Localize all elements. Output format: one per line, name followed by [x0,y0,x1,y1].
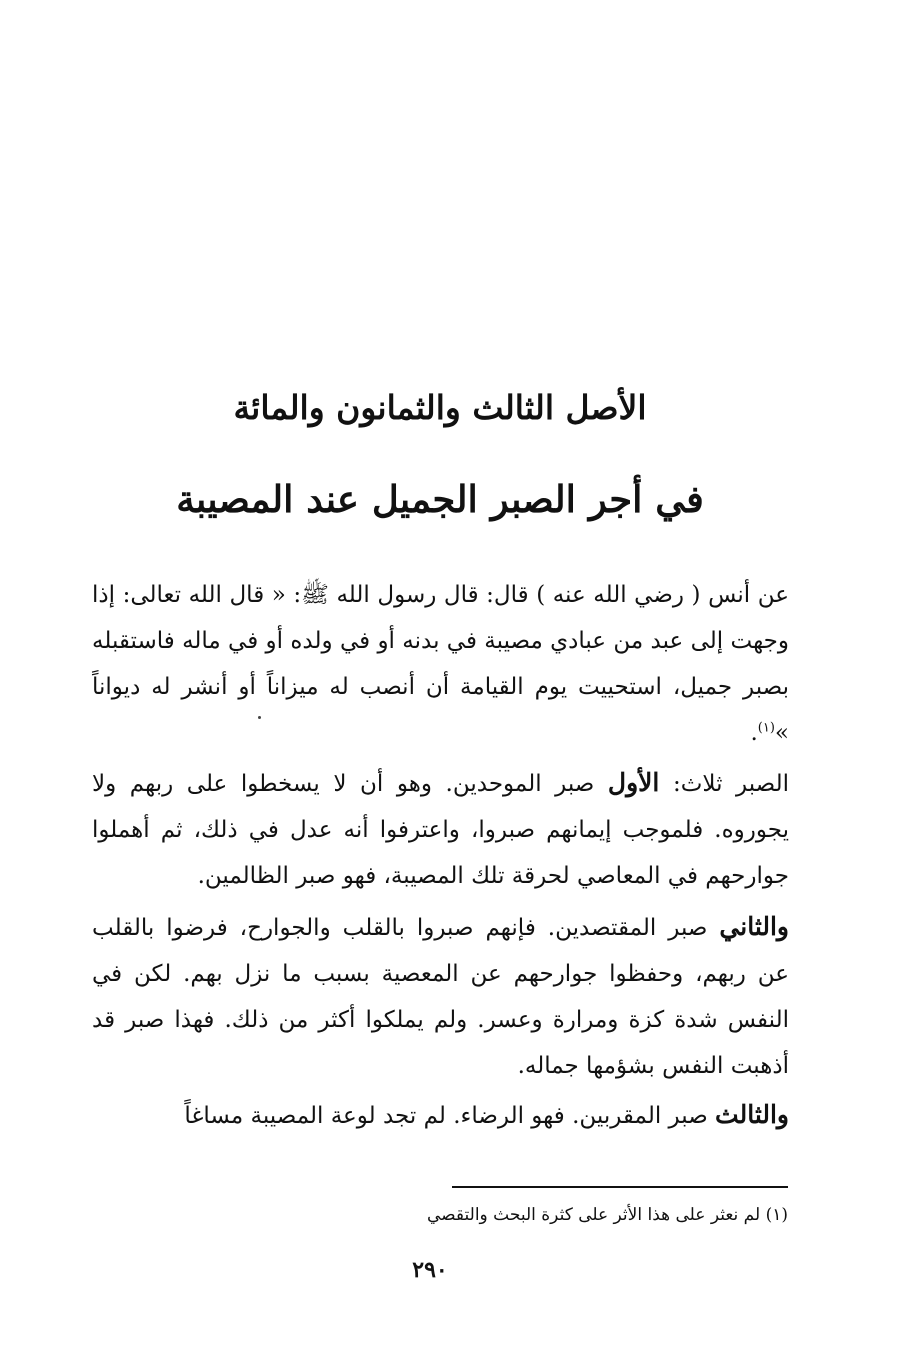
paragraph-first-patience [92,760,789,899]
footnote-divider [452,1186,788,1188]
page-number: ٢٩٠ [412,1257,448,1283]
page-speck [258,716,261,719]
hadith-end: . [750,720,758,746]
paragraph-second-patience [92,904,789,1089]
footnote: (١) لم نعثر على هذا الأثر على كثرة البحث والتقصي [427,1205,788,1225]
term-second: والثاني [719,912,789,941]
first-text: صبر الموحدين. وهو أن لا يسخطوا على ربهم ولا يجوروه. فلموجب إيمانهم صبروا، واعترفوا أنه عدل في ذلك، ثم أهملوا جوارحهم في المعاصي لحرقة تلك المصيبة، فهو صبر الظالمين. [92,771,789,889]
third-text: صبر المقربين. فهو الرضاء. لم تجد لوعة المصيبة مساغاً [184,1103,716,1129]
chapter-subtitle: في أجر الصبر الجميل عند المصيبة [176,477,704,521]
second-text: صبر المقتصدين. فإنهم صبروا بالقلب والجوارح، فرضوا بالقلب عن ربهم، وحفظوا جوارحهم عن المعصية بسبب ما نزل بهم. لكن في النفس شدة كزة ومرارة وعسر. ولم يملكوا أكثر من ذلك. فهذا صبر قد أذهبت النفس بشؤمها جماله. [92,915,789,1079]
intro-text: الصبر ثلاث: [659,771,790,797]
hadith-text: عن أنس ( رضي الله عنه ) قال: قال رسول الله ﷺ: « قال الله تعالى: إذا وجهت إلى عبد من عبادي مصيبة في بدنه أو في ولده أو في ماله فاستقبله بصبر جميل، استحييت يوم القيامة أن أنصب له ميزاناً أو أنشر له ديواناً » [92,582,789,746]
paragraph-third-patience [92,1092,789,1139]
footnote-marker: (١) [757,720,775,736]
term-first: الأول [607,768,660,797]
paragraph-hadith [92,572,789,756]
term-third: والثالث [715,1100,789,1129]
chapter-title: الأصل الثالث والثمانون والمائة [233,388,647,427]
